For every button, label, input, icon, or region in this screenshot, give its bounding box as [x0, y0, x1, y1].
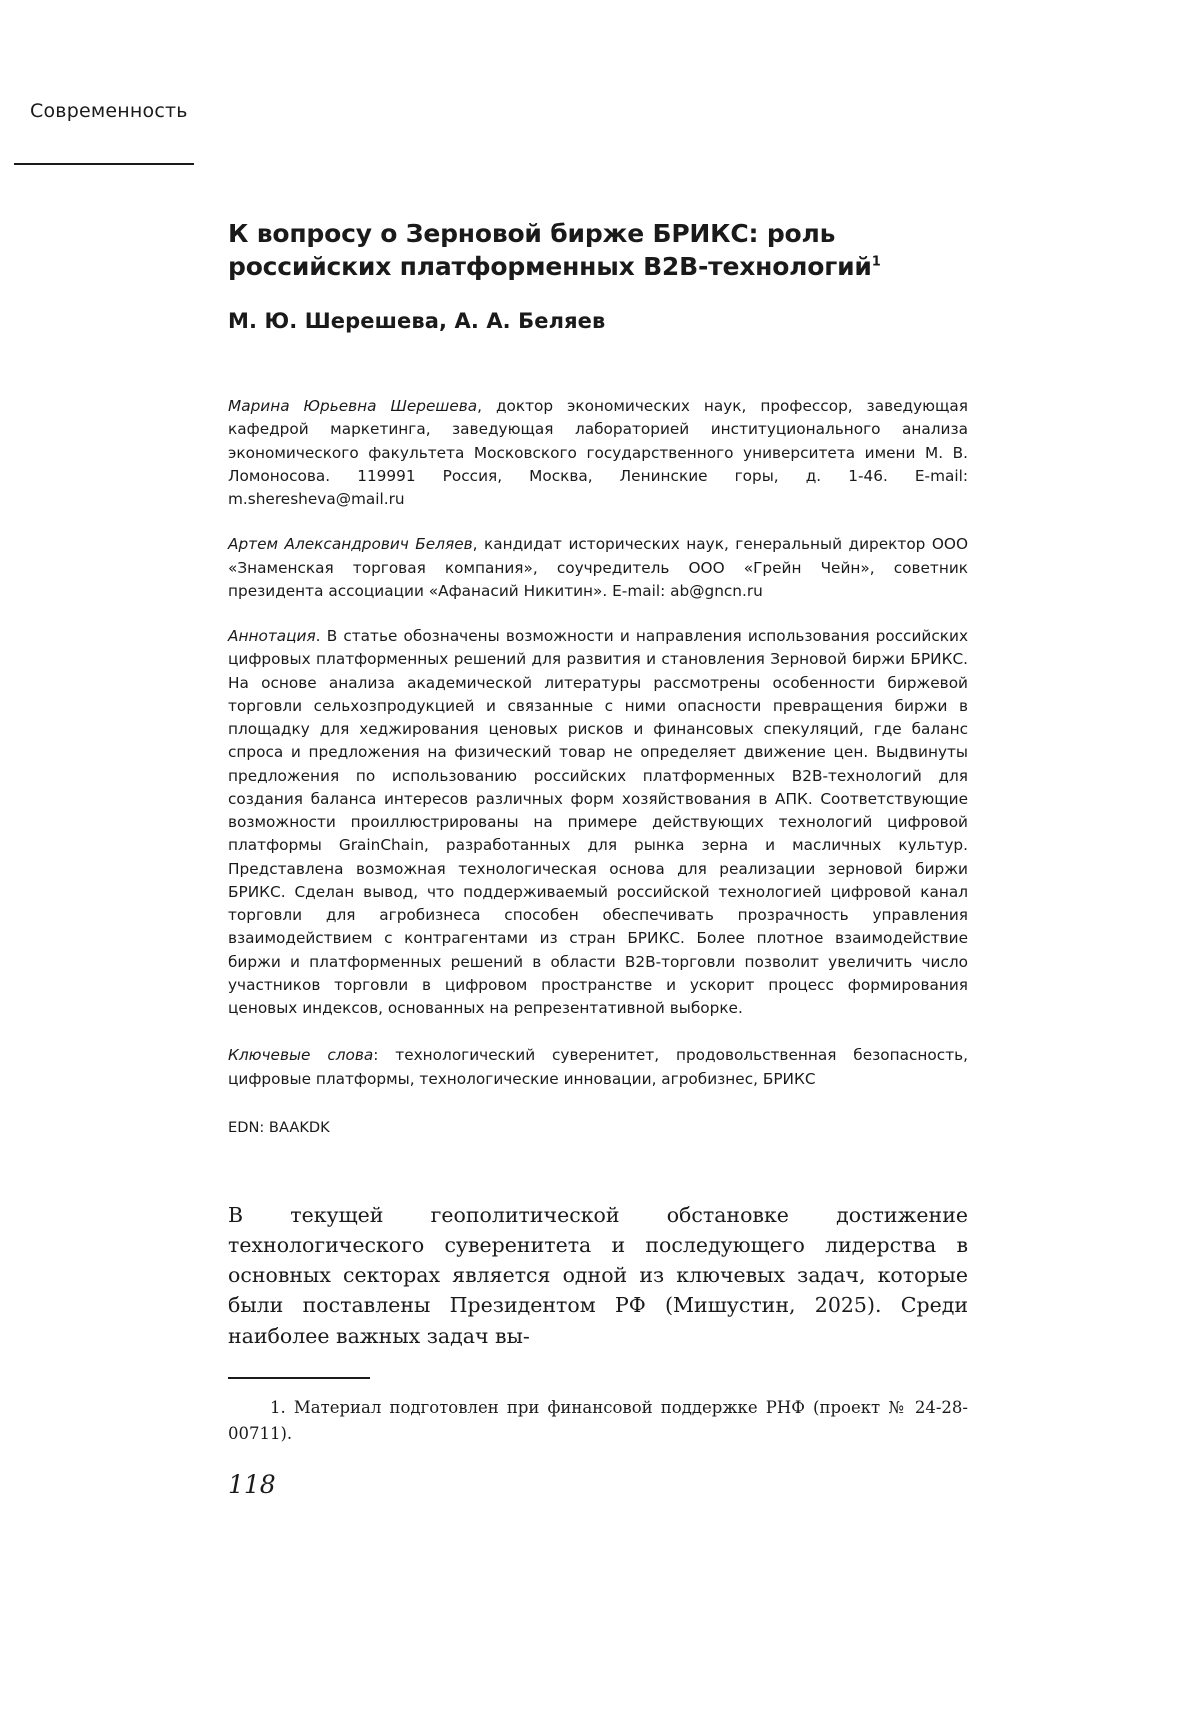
- title-line-1: К вопросу о Зерновой бирже БРИКС: роль: [228, 219, 836, 248]
- footnote: 1. Материал подготовлен при финансовой поддержке РНФ (проект № 24-28-00711).: [228, 1398, 968, 1443]
- article-front-matter: [228, 218, 968, 1139]
- title-line-2: российских платформенных B2B-технологий: [228, 251, 872, 281]
- keywords-text: : технологический суверенитет, продовольственная безопасность, цифровые платформы, технологические инновации, агробизнес, БРИКС: [228, 1046, 968, 1088]
- author-bio-2-name: Артем Александрович Беляев: [228, 535, 473, 554]
- running-head: Современность: [30, 100, 188, 122]
- keywords-label: Ключевые слова: [228, 1046, 374, 1065]
- author-bio-2: [228, 533, 968, 603]
- author-bio-2-text: , кандидат исторических наук, генеральный директор ООО «Знаменская торговая компания», соучредитель ООО «Грейн Чейн», советник президента ассоциации «Афанасий Никитин». E-mail: ab@gncn.ru: [228, 535, 968, 600]
- abstract: [228, 625, 968, 1020]
- page-title: [228, 218, 968, 283]
- authors: М. Ю. Шерешева, А. А. Беляев: [228, 309, 606, 333]
- page-number: 118: [228, 1470, 276, 1499]
- title-footnote-marker: 1: [871, 254, 881, 270]
- abstract-text: . В статье обозначены возможности и направления использования российских цифровых платформенных решений для развития и становления Зерновой биржи БРИКС. На основе анализа академической литературы рассмотрены особенности биржевой торговли сельхозпродукцией и связанные с ними опасности превращения биржи в площадку для хеджирования ценовых рисков и финансовых спекуляций, где баланс спроса и предложения на физический товар не определяет движение цен. Выдвинуты предложения по использованию российских платформенных B2B-технологий для создания баланса интересов различных форм хозяйствования в АПК. Соответствующие возможности проиллюстрированы на примере действующих технологий цифровой платформы GrainChain, разработанных для рынка зерна и масличных культур. Представлена возможная технологическая основа для реализации зерновой биржи БРИКС. Сделан вывод, что поддерживаемый российской технологией цифровой канал торговли для агробизнеса способен обеспечивать прозрачность управления взаимодействием с контрагентами из стран БРИКС. Более плотное взаимодействие биржи и платформенных решений в области B2B-торговли позволит увеличить число участников торговли в цифровом пространстве и ускорит процесс формирования ценовых индексов, основанных на репрезентативной выборке.: [228, 627, 968, 1017]
- body-text: В текущей геополитической обстановке достижение технологического суверенитета и последующего лидерства в основных секторах является одной из ключевых задач, которые были поставлены Президентом РФ (Мишустин, 2025). Среди наиболее важных задач вы-: [228, 1203, 968, 1348]
- footnote-separator: [228, 1377, 370, 1379]
- author-bio-1-name: Марина Юрьевна Шерешева: [228, 397, 478, 415]
- edn-identifier: EDN: BAAKDK: [228, 1118, 330, 1136]
- author-bio-1: [228, 395, 968, 511]
- header-rule: [14, 163, 194, 165]
- author-bio-1-text: , доктор экономических наук, профессор, заведующая кафедрой маркетинга, заведующая лабораторией институционального анализа экономического факультета Московского государственного университета имени М. В. Ломоносова. 119991 Россия, Москва, Ленинские горы, д. 1-46. E-mail: m.sheresheva@mail.ru: [228, 397, 968, 508]
- abstract-label: Аннотация: [228, 627, 316, 645]
- keywords: [228, 1044, 968, 1091]
